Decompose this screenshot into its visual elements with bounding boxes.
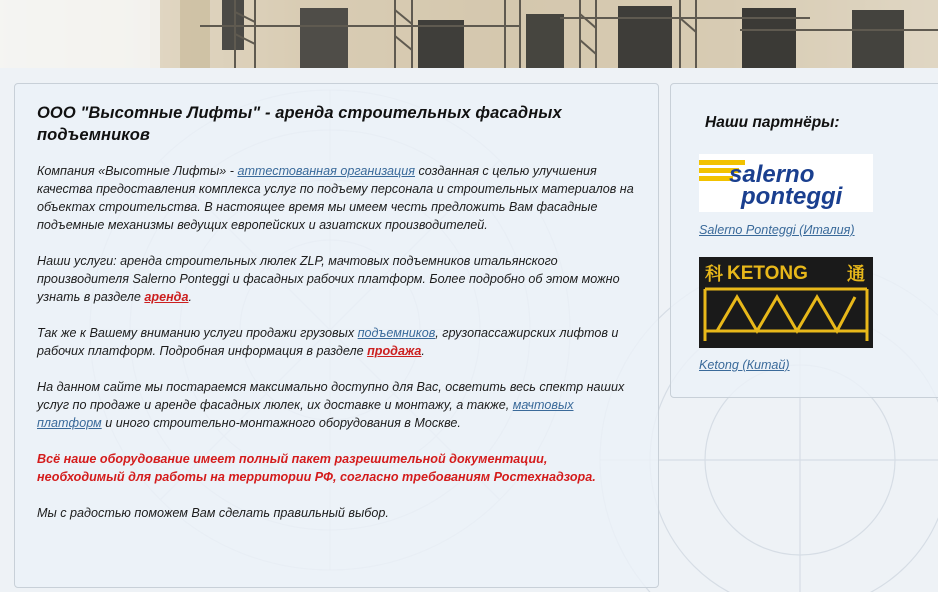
sales-section-link[interactable]: продажа xyxy=(367,344,422,358)
ketong-link[interactable]: Ketong (Китай) xyxy=(699,358,790,372)
partners-panel xyxy=(670,83,938,398)
page-title: ООО "Высотные Лифты" - аренда строительных фасадных подъемников xyxy=(37,104,562,144)
intro-text-start: Компания «Высотные Лифты» - xyxy=(37,164,238,178)
sales-text-mid: , грузопассажирских лифтов и рабочих платформ. Подробная информация в разделе xyxy=(37,326,619,358)
ketong-logo-text: KETONG xyxy=(727,263,808,284)
services-paragraph xyxy=(37,252,634,306)
ketong-logo-char-2: 通 xyxy=(847,264,865,285)
salerno-logo-text-1: salerno xyxy=(729,161,815,188)
header-banner xyxy=(0,0,938,68)
mast-platforms-link[interactable]: мачтовых платформ xyxy=(37,398,574,430)
intro-text-end: созданная с целью улучшения качества предоставления комплекса услуг по подъему персонала и строительных материалов на объектах строительства. В настоящее время мы имеем честь предложить Вам фасадные подъемные механизмы ведущих европейских и азиатских производителей. xyxy=(37,164,634,232)
main-content-panel xyxy=(14,83,659,588)
certification-warning: Всё наше оборудование имеет полный пакет разрешительной документации, необходимый для работы на территории РФ, согласно требованиям Ростехнадзора. xyxy=(37,452,596,484)
building-facade-image xyxy=(0,0,938,68)
sales-text-start: Так же к Вашему вниманию услуги продажи грузовых xyxy=(37,326,358,340)
rent-section-link[interactable]: аренда xyxy=(144,290,189,304)
salerno-ponteggi-link[interactable]: Salerno Ponteggi (Италия) xyxy=(699,223,855,237)
lifts-link[interactable]: подъемников xyxy=(357,326,436,340)
ketong-logo[interactable] xyxy=(699,257,873,348)
certified-organization-link[interactable]: аттестованная организация xyxy=(237,164,415,178)
sales-paragraph xyxy=(37,324,634,360)
sales-text-end: . xyxy=(421,344,425,358)
intro-paragraph xyxy=(37,162,634,234)
services-text: Наши услуги: аренда строительных люлек ZLP, мачтовых подъемников итальянского производителя Salerno Ponteggi и фасадных рабочих платформ. Более подробно об этом можно узнать в разделе xyxy=(37,254,620,304)
site-info-paragraph xyxy=(37,378,634,432)
closing-text: Мы с радостью поможем Вам сделать правильный выбор. xyxy=(37,506,389,520)
site-info-text-start: На данном сайте мы постараемся максимально доступно для Вас, осветить весь спектр наших услуг по продаже и аренде фасадных люлек, их доставке и монтажу, а также, xyxy=(37,380,625,412)
site-info-text-end: и иного строительно-монтажного оборудования в Москве. xyxy=(101,416,461,430)
partners-title: Наши партнёры: xyxy=(705,114,840,131)
services-text-end: . xyxy=(188,290,192,304)
salerno-ponteggi-logo[interactable] xyxy=(699,154,873,212)
salerno-logo-text-2: ponteggi xyxy=(741,183,843,210)
ketong-logo-char-1: 科 xyxy=(705,264,723,285)
